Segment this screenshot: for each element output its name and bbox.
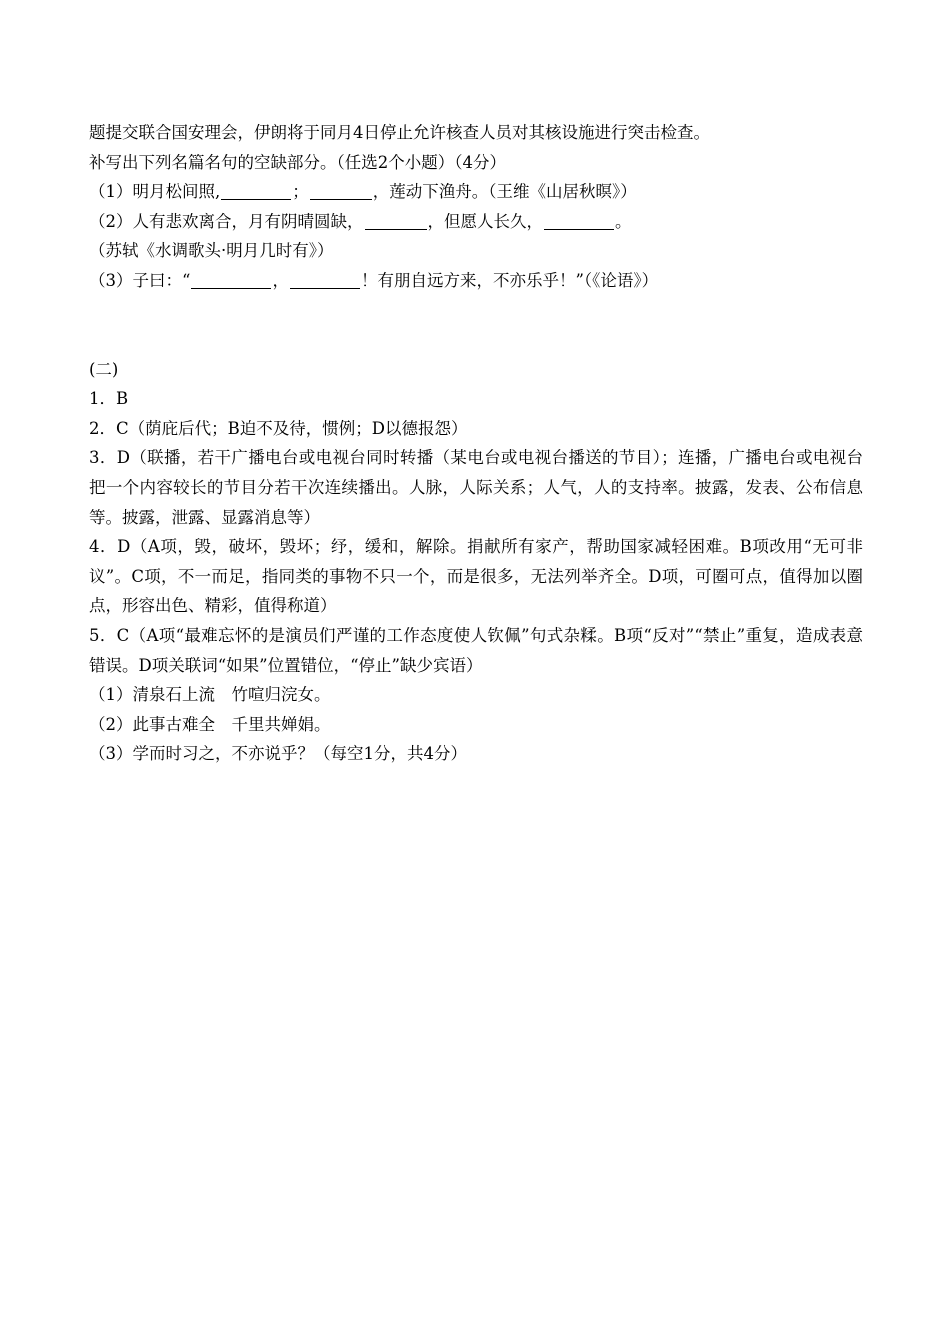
question-2-text-c: 。 <box>615 211 632 231</box>
blank-5 <box>191 270 271 289</box>
question-3-text-b: ！有朋自远方来，不亦乐乎！”（《论语》） <box>360 270 659 290</box>
question-1 <box>89 177 863 207</box>
poem-answer-1: （1）清泉石上流 竹喧归浣女。 <box>89 685 331 705</box>
question-1-sep: ； <box>292 182 309 202</box>
instruction-line: 补写出下列名篇名句的空缺部分。（任选2个小题）（4分） <box>89 152 506 172</box>
spacer <box>89 296 863 355</box>
answer-2: 2．C（荫庇后代；B迫不及待，惯例；D以德报怨） <box>89 418 468 438</box>
question-2-source: （苏轼《水调歌头·明月几时有》） <box>89 241 334 261</box>
poem-answer-3: （3）学而时习之，不亦说乎？（每空1分，共4分） <box>89 744 467 764</box>
answer-5: 5．C（A项“最难忘怀的是演员们严谨的工作态度使人钦佩”句式杂糅。B项“反对”“禁止”重复，造成表意错误。D项关联词“如果”位置错位，“停止”缺少宾语） <box>89 625 863 675</box>
question-2-text-b: ，但愿人长久， <box>427 211 543 231</box>
question-1-text-b: ，莲动下渔舟。（王维《山居秋暝》） <box>372 182 637 202</box>
answer-1: 1．B <box>89 389 129 409</box>
blank-6 <box>290 270 360 289</box>
question-3-text-a: （3）子曰：“ <box>89 270 191 290</box>
blank-1 <box>221 181 291 200</box>
answer-3: 3．D（联播，若干广播电台或电视台同时转播（某电台或电视台播送的节目）；连播，广播电台或电视台把一个内容较长的节目分若干次连续播出。人脉，人际关系；人气，人的支持率。披露，发表、公布信息等。披露，泄露、显露消息等） <box>89 448 863 527</box>
question-3-sep: ， <box>272 270 289 290</box>
question-2-text-a: （2）人有悲欢离合，月有阴晴圆缺， <box>89 211 364 231</box>
text-line: 题提交联合国安理会，伊朗将于同月4日停止允许核查人员对其核设施进行突击检查。 <box>89 123 710 142</box>
document-page <box>89 118 863 769</box>
blank-3 <box>365 211 427 230</box>
blank-4 <box>544 211 614 230</box>
question-3 <box>89 266 863 296</box>
question-2 <box>89 207 863 237</box>
poem-answer-2: （2）此事古难全 千里共婵娟。 <box>89 714 331 734</box>
answer-4: 4．D（A项，毁，破坏，毁坏；纾，缓和，解除。捐献所有家产，帮助国家减轻困难。B项改用“无可非议”。C项，不一而足，指同类的事物不只一个，而是很多，无法列举齐全。D项，可圈可点，值得加以圈点，形容出色、精彩，值得称道） <box>89 537 863 616</box>
question-1-comma: , <box>215 182 221 202</box>
blank-2 <box>310 181 372 200</box>
question-1-text-a: （1）明月松间照 <box>89 182 215 202</box>
section-heading: (二) <box>89 359 119 379</box>
